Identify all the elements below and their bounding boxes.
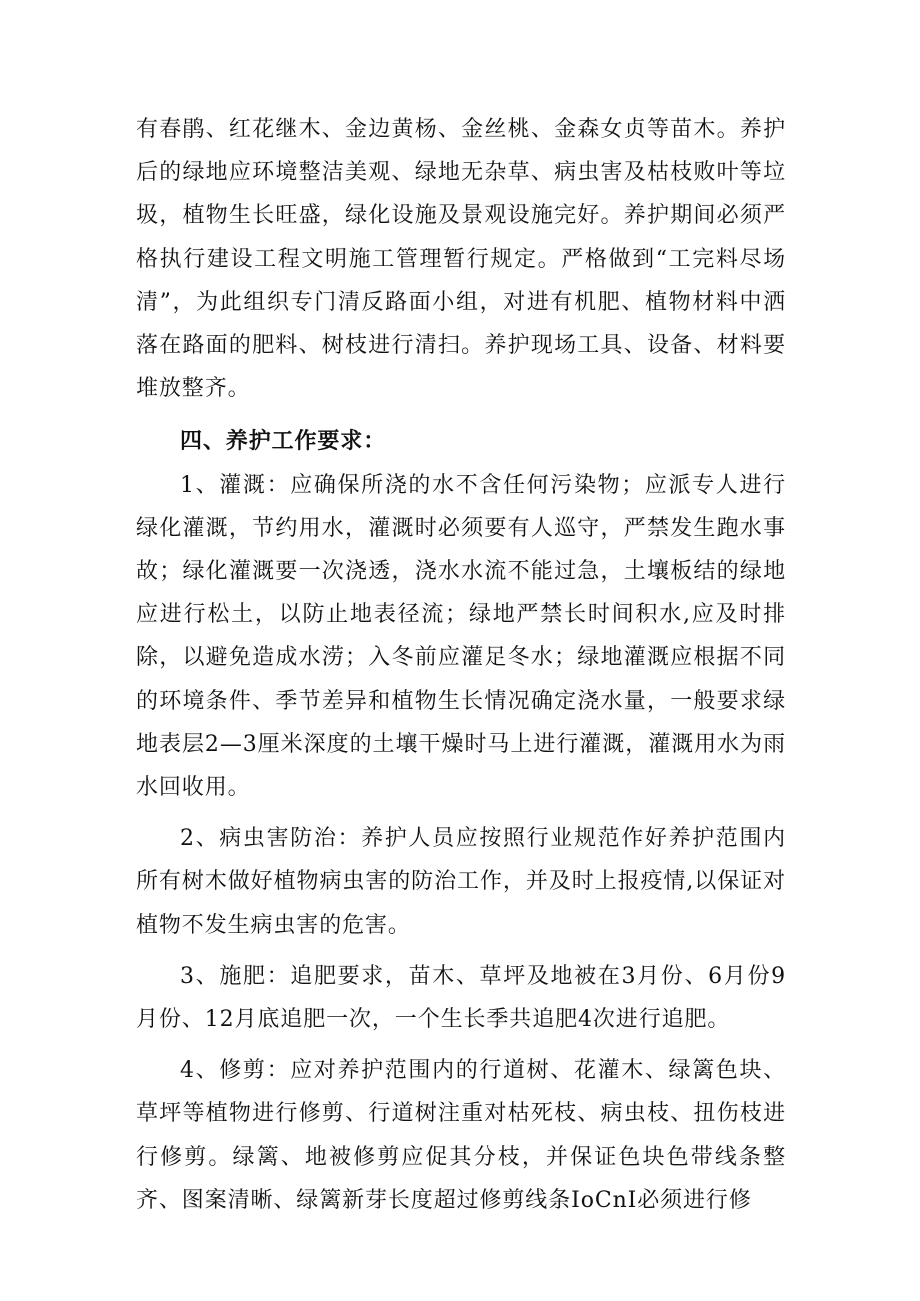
paragraph-fertilization: 3、施肥：追肥要求，苗木、草坪及地被在3月份、6月份9月份、12月底追肥一次，一个生长季共追肥4次进行追肥。	[136, 963, 786, 1033]
paragraph-irrigation: 1、灌溉：应确保所浇的水不含任何污染物；应派专人进行绿化灌溉，节约用水，灌溉时必须要有人巡守，严禁发生跑水事故；绿化灌溉要一次浇透，浇水水流不能过急，土壤板结的绿地应进行松土，以防止地表径流；绿地严禁长时间积水,应及时排除，以避免造成水涝；入冬前应灌足冬水；绿地灌溉应根据不同的环境条件、季节差异和植物生长情况确定浇水量，一般要求绿地表层2—3厘米深度的土壤干燥时马上进行灌溉，灌溉用水为雨水回收用。	[136, 472, 786, 801]
paragraph-maintenance-standards: 有春鹃、红花继木、金边黄杨、金丝桃、金森女贞等苗木。养护后的绿地应环境整洁美观、绿地无杂草、病虫害及枯枝败叶等垃圾，植物生长旺盛，绿化设施及景观设施完好。养护期间必须严格执行建设工程文明施工管理暂行规定。严格做到“工完料尽场清”，为此组织专门清反路面小组，对进有机肥、植物材料中洒落在路面的肥料、树枝进行清扫。养护现场工具、设备、材料要堆放整齐。	[136, 117, 786, 402]
section-heading-maintenance-requirements: 四、养护工作要求：	[180, 428, 387, 455]
paragraph-pruning: 4、修剪：应对养护范围内的行道树、花灌木、绿篱色块、草坪等植物进行修剪、行道树注重对枯死枝、病虫枝、扭伤枝进行修剪。绿篱、地被修剪应促其分枝，并保证色块色带线条整齐、图案清晰、绿篱新芽长度超过修剪线条IoCnI必须进行修	[136, 1058, 786, 1213]
paragraph-pest-control: 2、病虫害防治：养护人员应按照行业规范作好养护范围内所有树木做好植物病虫害的防治工作，并及时上报疫情,以保证对植物不发生病虫害的危害。	[136, 826, 786, 938]
document-body	[136, 108, 786, 1222]
